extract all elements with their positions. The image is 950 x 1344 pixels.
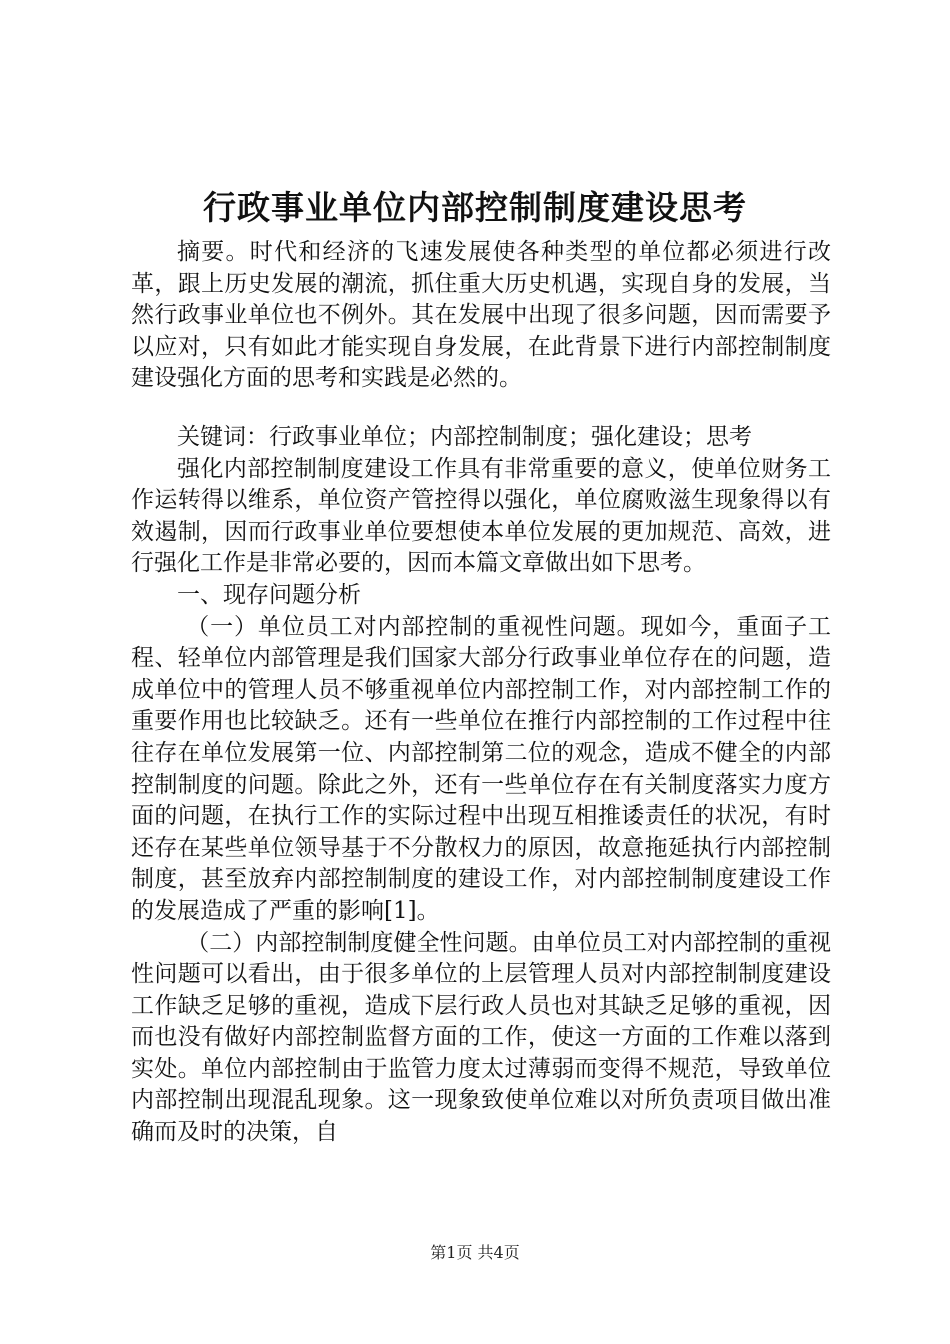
page-number-footer: 第1页 共4页 [430, 1243, 520, 1262]
body-paragraph: （二）内部控制制度健全性问题。由单位员工对内部控制的重视性问题可以看出，由于很多单位的上层管理人员对内部控制制度建设工作缺乏足够的重视，造成下层行政人员也对其缺乏足够的重视，因而也没有做好内部控制监督方面的工作，使这一方面的工作难以落到实处。单位内部控制由于监管力度太过薄弱而变得不规范，导致单位内部控制出现混乱现象。这一现象致使单位难以对所负责项目做出准确而及时的决策，自 [131, 929, 831, 1146]
main-body [131, 422, 831, 1149]
body-paragraph: （一）单位员工对内部控制的重视性问题。现如今，重面子工程、轻单位内部管理是我们国家大部分行政事业单位存在的问题，造成单位中的管理人员不够重视单位内部控制工作，对内部控制工作的重要作用也比较缺乏。还有一些单位在推行内部控制的工作过程中往往存在单位发展第一位、内部控制第二位的观念，造成不健全的内部控制制度的问题。除此之外，还有一些单位存在有关制度落实力度方面的问题，在执行工作的实际过程中出现互相推诿责任的状况，有时还存在某些单位领导基于不分散权力的原因，故意拖延执行内部控制制度，甚至放弃内部控制制度的建设工作，对内部控制制度建设工作的发展造成了严重的影响[1]。 [131, 613, 831, 924]
document-title: 行政事业单位内部控制制度建设思考 [203, 188, 747, 227]
keywords-line: 关键词：行政事业单位；内部控制制度；强化建设；思考 [177, 424, 752, 450]
section-heading: 一、现存问题分析 [177, 581, 361, 608]
abstract-block [131, 237, 831, 395]
intro-paragraph: 强化内部控制制度建设工作具有非常重要的意义，使单位财务工作运转得以维系，单位资产管控得以强化，单位腐败滋生现象得以有效遏制，因而行政事业单位要想使本单位发展的更加规范、高效，进行强化工作是非常必要的，因而本篇文章做出如下思考。 [131, 455, 831, 577]
abstract-paragraph: 摘要。时代和经济的飞速发展使各种类型的单位都必须进行改革，跟上历史发展的潮流，抓住重大历史机遇，实现自身的发展，当然行政事业单位也不例外。其在发展中出现了很多问题，因而需要予以应对，只有如此才能实现自身发展，在此背景下进行内部控制制度建设强化方面的思考和实践是必然的。 [131, 239, 831, 392]
